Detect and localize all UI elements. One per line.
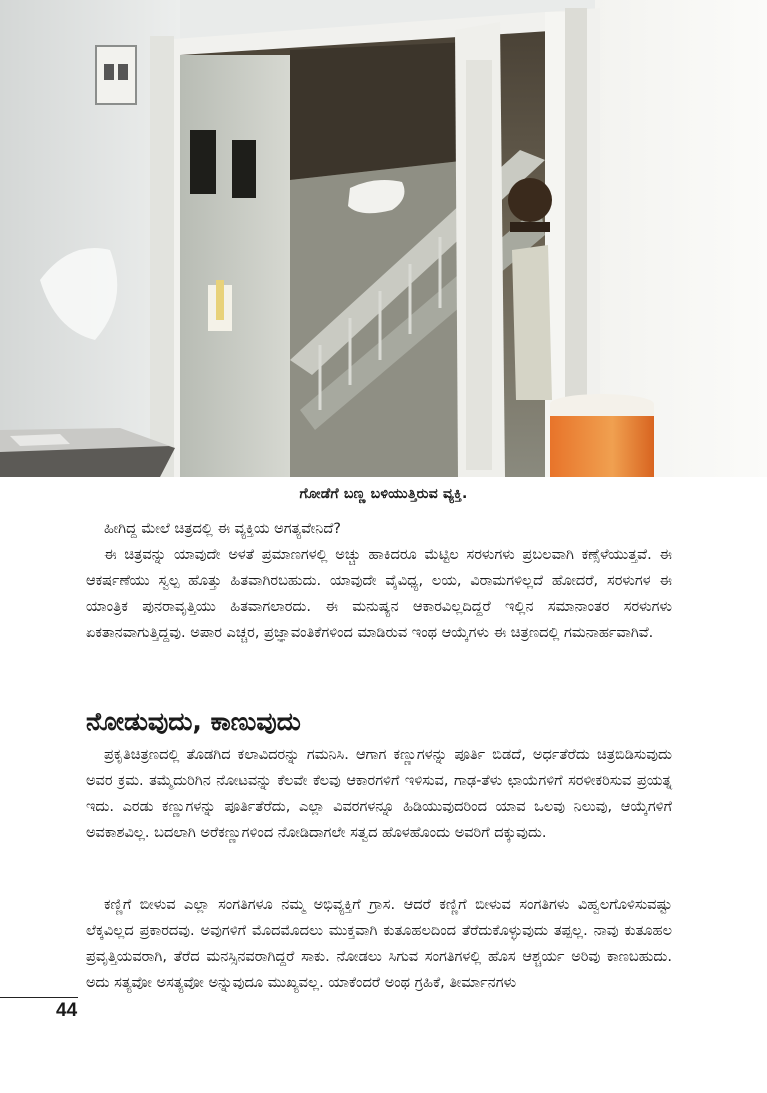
page-number-rule	[0, 997, 78, 998]
photo-caption: ಗೋಡೆಗೆ ಬಣ್ಣ ಬಳಿಯುತ್ತಿರುವ ವ್ಯಕ್ತಿ.	[299, 486, 468, 502]
photo-painter-at-doorway	[0, 0, 767, 477]
paragraph: ಹೀಗಿದ್ದ ಮೇಲೆ ಚಿತ್ರದಲ್ಲಿ ಈ ವ್ಯಕ್ತಿಯ ಅಗತ್ಯವೇನಿದೆ?	[104, 521, 341, 537]
page-number: 44	[56, 1000, 78, 1021]
paragraph: ಕಣ್ಣಿಗೆ ಬೀಳುವ ಎಲ್ಲಾ ಸಂಗತಿಗಳೂ ನಮ್ಮ ಅಭಿವ್ಯಕ್ತಿಗೆ ಗ್ರಾಸ. ಆದರೆ ಕಣ್ಣಿಗೆ ಬೀಳುವ ಸಂಗತಿಗಳು ವಿಹ್ವಲಗೊಳಿಸುವಷ್ಟು ಲೆಕ್ಕವಿಲ್ಲದ ಪ್ರಕಾರದವು. ಅವುಗಳಿಗೆ ಮೊದಮೊದಲು ಮುಕ್ತವಾಗಿ ಕುತೂಹಲದಿಂದ ತೆರೆದುಕೊಳ್ಳುವುದು ತಪ್ಪಲ್ಲ. ನಾವು ಕುತೂಹಲ ಪ್ರವೃತ್ತಿಯವರಾಗಿ, ತೆರೆದ ಮನಸ್ಸಿನವರಾಗಿದ್ದರೆ ಸಾಕು. ನೋಡಲು ಸಿಗುವ ಸಂಗತಿಗಳಲ್ಲಿ ಹೊಸ ಆಶ್ಚರ್ಯ ಅರಿವು ಕಾಣಬಹುದು. ಅದು ಸತ್ಯವೋ ಅಸತ್ಯವೋ ಅನ್ನುವುದೂ ಮುಖ್ಯವಲ್ಲ. ಯಾಕೆಂದರೆ ಅಂಥ ಗ್ರಹಿಕೆ, ತೀರ್ಮಾನಗಳು	[86, 897, 672, 991]
paragraph: ಪ್ರಕೃತಿಚಿತ್ರಣದಲ್ಲಿ ತೊಡಗಿದ ಕಲಾವಿದರನ್ನು ಗಮನಿಸಿ. ಆಗಾಗ ಕಣ್ಣುಗಳನ್ನು ಪೂರ್ತಿ ಬಿಡದೆ, ಅರ್ಧತೆರೆದು ಚಿತ್ರಬಿಡಿಸುವುದು ಅವರ ಕ್ರಮ. ತಮ್ಮೆದುರಿಗಿನ ನೋಟವನ್ನು ಕೆಲವೇ ಕೆಲವು ಆಕಾರಗಳಿಗೆ ಇಳಿಸುವ, ಗಾಢ-ತೆಳು ಛಾಯೆಗಳಿಗೆ ಸರಳೀಕರಿಸುವ ಪ್ರಯತ್ನ ಇದು. ಎರಡು ಕಣ್ಣುಗಳನ್ನು ಪೂರ್ತಿತೆರೆದು, ಎಲ್ಲಾ ವಿವರಗಳನ್ನೂ ಹಿಡಿಯುವುದರಿಂದ ಯಾವ ಒಲವು ನಿಲುವು, ಆಯ್ಕೆಗಳಿಗೆ ಅವಕಾಶವಿಲ್ಲ. ಬದಲಾಗಿ ಅರೆಕಣ್ಣುಗಳಿಂದ ನೋಡಿದಾಗಲೇ ಸತ್ವದ ಹೊಳಹೊಂದು ಅವರಿಗೆ ದಕ್ಕುವುದು.	[86, 747, 672, 841]
section-heading: ನೋಡುವುದು, ಕಾಣುವುದು	[86, 707, 301, 736]
paragraph: ಈ ಚಿತ್ರವನ್ನು ಯಾವುದೇ ಅಳತೆ ಪ್ರಮಾಣಗಳಲ್ಲಿ ಅಚ್ಚು ಹಾಕಿದರೂ ಮೆಟ್ಟಿಲ ಸರಳುಗಳು ಪ್ರಬಲವಾಗಿ ಕಣ್ಸೆಳೆಯುತ್ತವೆ. ಈ ಆಕರ್ಷಣೆಯು ಸ್ವಲ್ಪ ಹೊತ್ತು ಹಿತವಾಗಿರಬಹುದು. ಯಾವುದೇ ವೈವಿಧ್ಯ, ಲಯ, ವಿರಾಮಗಳಿಲ್ಲದೆ ಹೋದರೆ, ಸರಳುಗಳ ಈ ಯಾಂತ್ರಿಕ ಪುನರಾವೃತ್ತಿಯು ಹಿತವಾಗಲಾರದು. ಈ ಮನುಷ್ಯನ ಆಕಾರವಿಲ್ಲದಿದ್ದರೆ ಇಲ್ಲಿನ ಸಮಾನಾಂತರ ಸರಳುಗಳು ಏಕತಾನವಾಗುತ್ತಿದ್ದವು. ಅಪಾರ ಎಚ್ಚರ, ಪ್ರಜ್ಞಾವಂತಿಕೆಗಳಿಂದ ಮಾಡಿರುವ ಇಂಥ ಆಯ್ಕೆಗಳು ಈ ಚಿತ್ರಣದಲ್ಲಿ ಗಮನಾರ್ಹವಾಗಿವೆ.	[86, 547, 672, 641]
